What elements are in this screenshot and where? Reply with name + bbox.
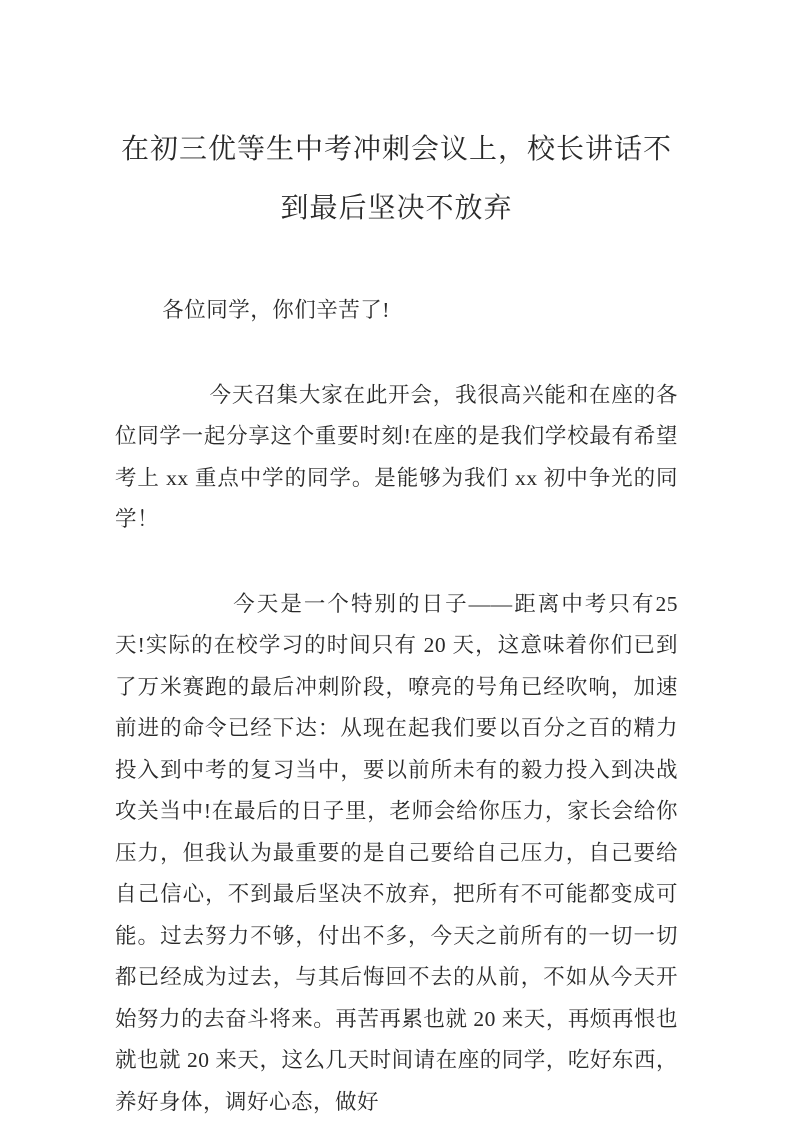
document-title — [115, 120, 678, 238]
title-line-1: 在初三优等生中考冲刺会议上，校长讲话不 — [120, 134, 672, 165]
paragraph-opening: 今天召集大家在此开会，我很高兴能和在座的各位同学一起分享这个重要时刻!在座的是我们学校最有希望考上 xx 重点中学的同学。是能够为我们 xx 初中争光的同学！ — [115, 382, 678, 531]
paragraph-greeting: 各位同学，你们辛苦了! — [162, 298, 390, 322]
paragraph-body: 今天是一个特别的日子——距离中考只有25天!实际的在校学习的时间只有 20 天，这意味着你们已到了万米赛跑的最后冲刺阶段，嘹亮的号角已经吹响，加速前进的命令已经下达：从现在起我们要以百分之百的精力投入到中考的复习当中，要以前所未有的毅力投入到决战攻关当中!在最后的日子里，老师会给你压力，家长会给你压力，但我认为最重要的是自己要给自己压力，自己要给自己信心，不到最后坚决不放弃，把所有不可能都变成可能。过去努力不够，付出不多，今天之前所有的一切一切都已经成为过去，与其后悔回不去的从前，不如从今天开始努力的去奋斗将来。再苦再累也就 20 来天，再烦再恨也就也就 20 来天，这么几天时间请在座的同学，吃好东西，养好身体，调好心态，做好 — [115, 591, 678, 1114]
title-line-2: 到最后坚决不放弃 — [280, 193, 513, 224]
